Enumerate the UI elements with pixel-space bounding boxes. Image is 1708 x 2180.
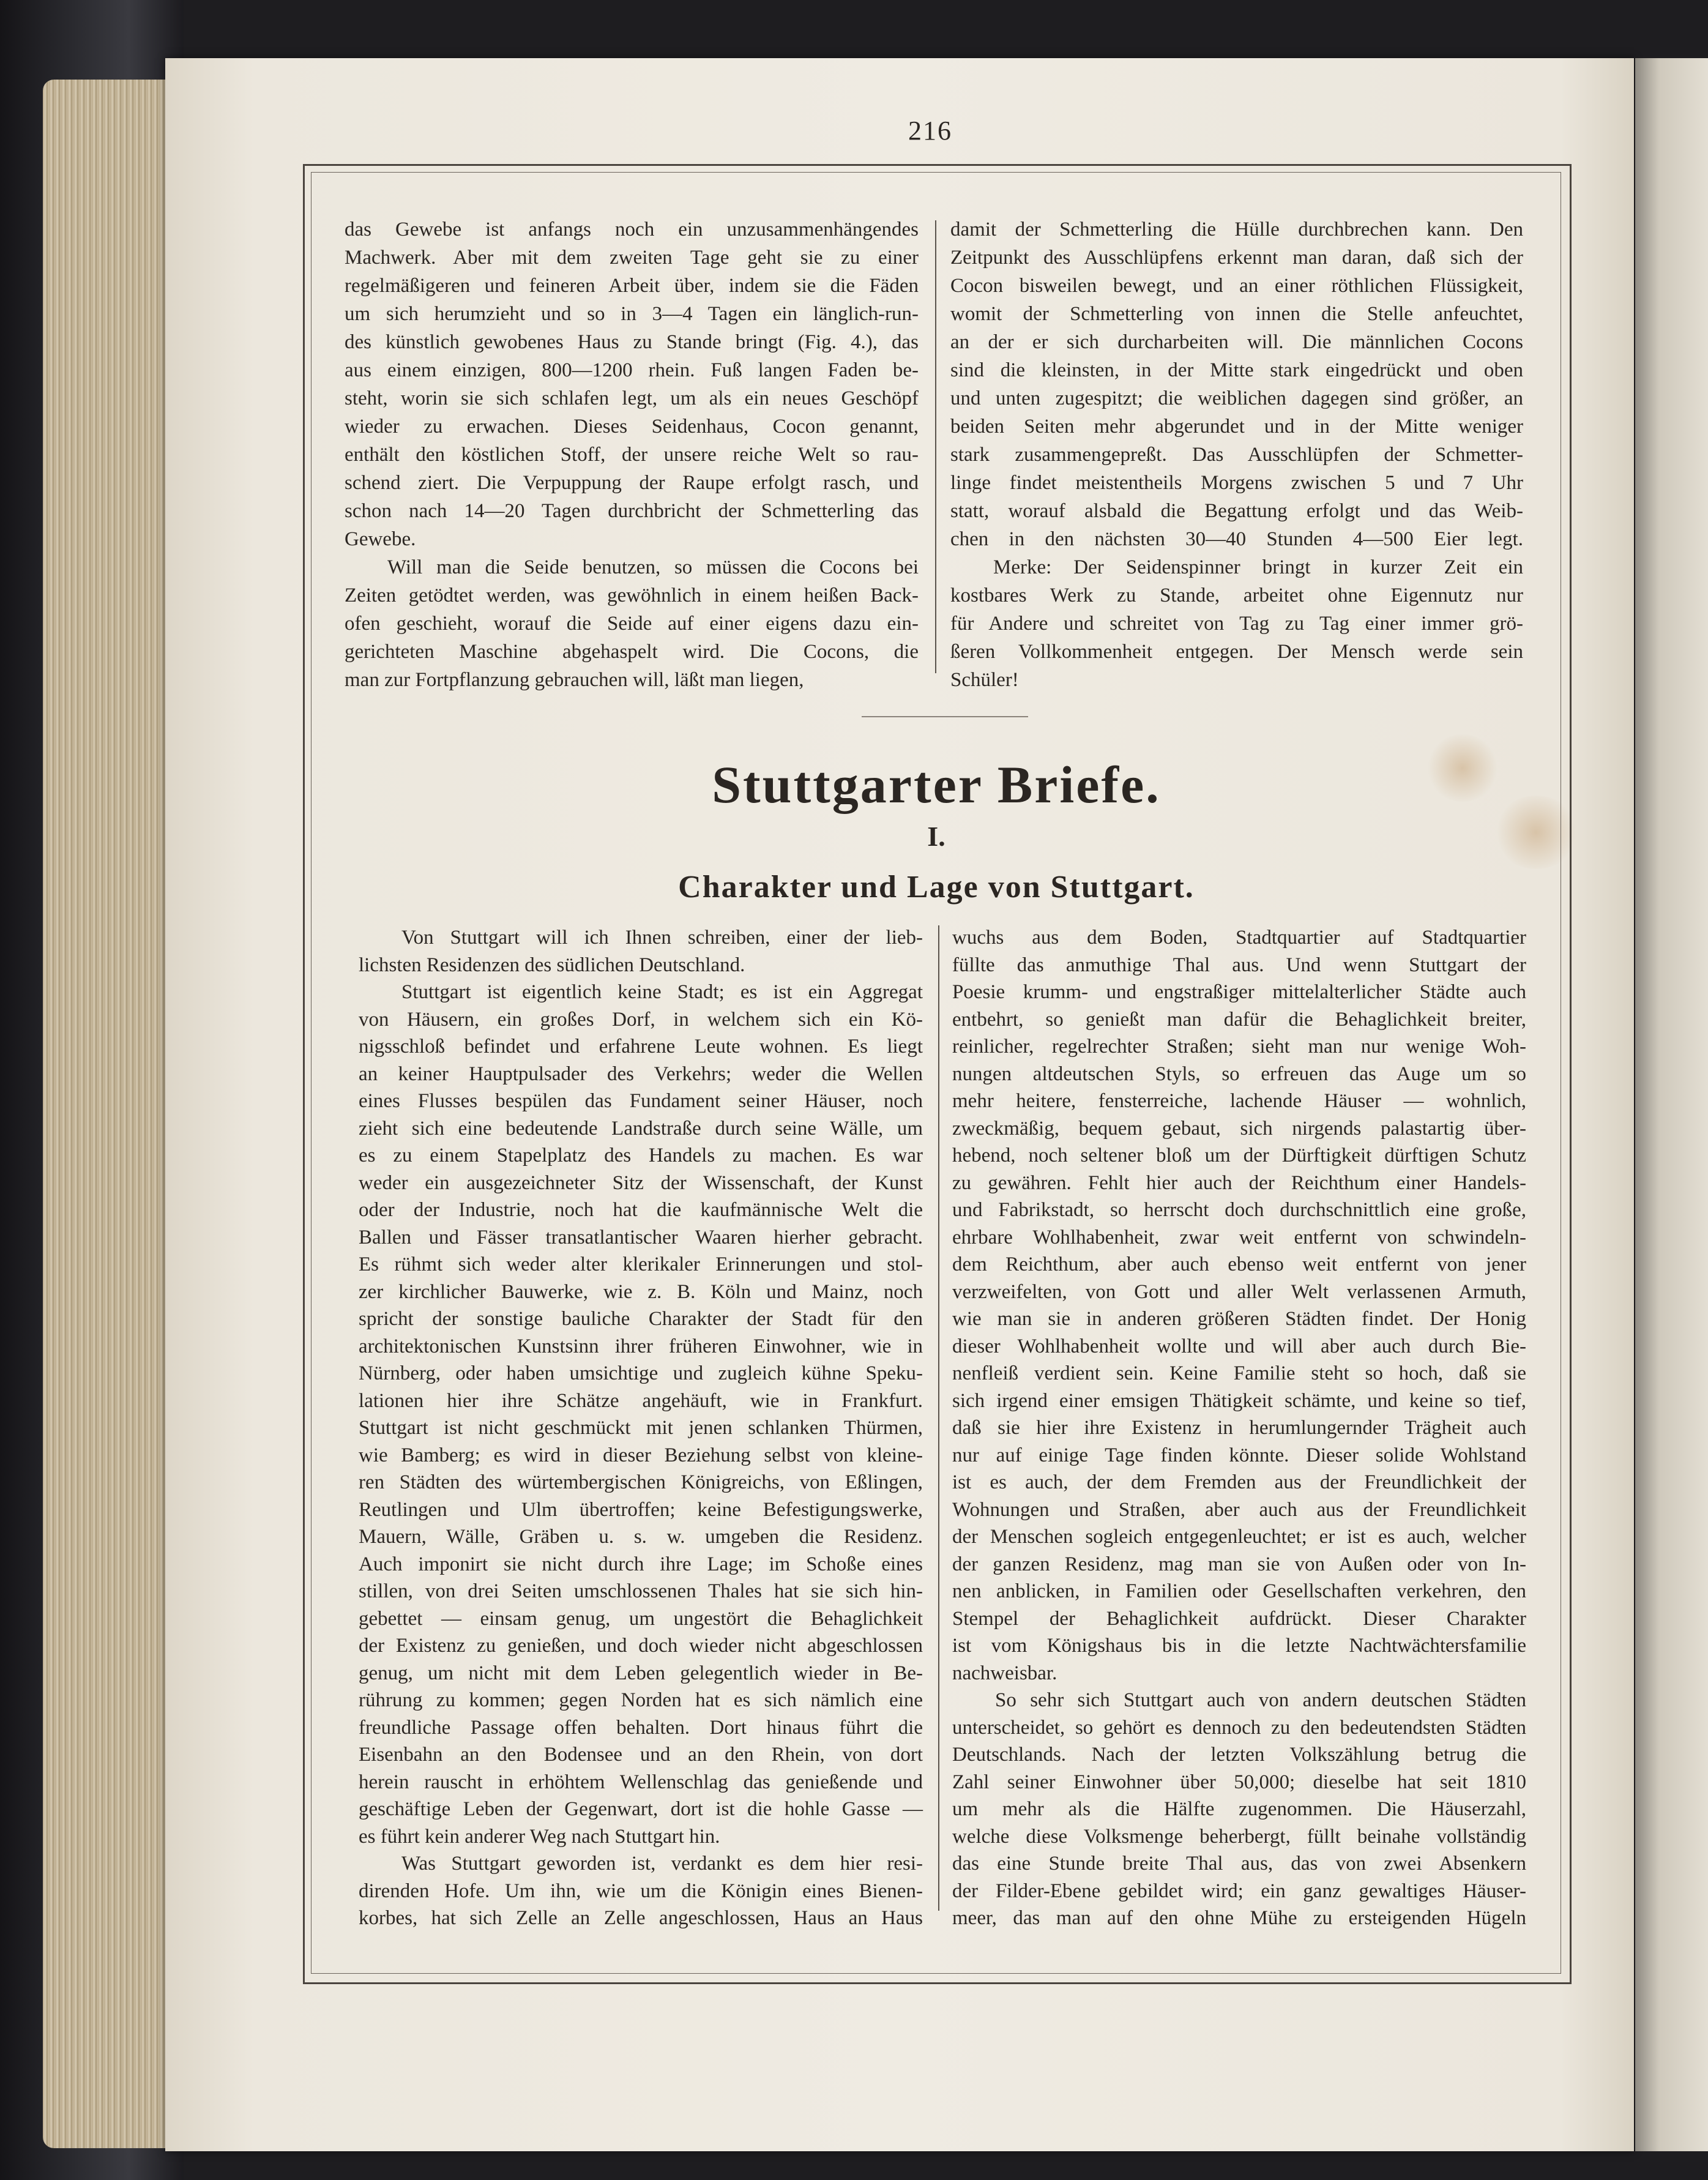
text-line: nenfleiß verdient sein. Keine Familie steht so hoch, daß sie bbox=[952, 1362, 1526, 1384]
text-line: welche diese Volksmenge beherbergt, füllt beinahe vollständig bbox=[952, 1825, 1526, 1848]
text-line: hebend, noch seltener bloß um der Dürftigkeit dürftigen Schutz bbox=[952, 1144, 1526, 1167]
text-line: schon nach 14—20 Tagen durchbricht der Schmetterling das bbox=[345, 500, 919, 522]
text-line: rührung zu kommen; gegen Norden hat es sich nämlich eine bbox=[359, 1689, 923, 1711]
text-line: wie man sie in anderen größeren Städten findet. Der Honig bbox=[952, 1308, 1526, 1330]
text-line: damit der Schmetterling die Hülle durchbrechen kann. Den bbox=[950, 218, 1523, 241]
text-line: linge findet meistentheils Morgens zwischen 5 und 7 Uhr bbox=[950, 472, 1523, 494]
text-line: herein rauscht in erhöhtem Wellenschlag das genießende und bbox=[359, 1771, 923, 1793]
text-line: aus einem einzigen, 800—1200 rhein. Fuß langen Faden be- bbox=[345, 359, 919, 381]
text-line: wie Bamberg; es wird in dieser Beziehung selbst von kleine- bbox=[359, 1444, 923, 1466]
text-line: So sehr sich Stuttgart auch von andern deutschen Städten bbox=[995, 1689, 1526, 1711]
top-left-column bbox=[345, 215, 919, 694]
text-line: Ballen und Fässer transatlantischer Waaren hierher gebracht. bbox=[359, 1226, 923, 1249]
text-line: Auch imponirt sie nicht durch ihre Lage; im Schoße eines bbox=[359, 1553, 923, 1575]
text-line: das Gewebe ist anfangs noch ein unzusammenhängendes bbox=[345, 218, 919, 241]
paragraph bbox=[952, 924, 1526, 1687]
page-edges bbox=[43, 80, 184, 2148]
paragraph bbox=[359, 979, 923, 1850]
text-line: zweckmäßig, bequem gebaut, sich nirgends palastartig über- bbox=[952, 1117, 1526, 1140]
text-line: Es rühmt sich weder alter klerikaler Erinnerungen und stol- bbox=[359, 1253, 923, 1275]
text-line: schend ziert. Die Verpuppung der Raupe erfolgt rasch, und bbox=[345, 472, 919, 494]
top-right-column bbox=[950, 215, 1523, 694]
text-line: um mehr als die Hälfte zugenommen. Die Häuserzahl, bbox=[952, 1798, 1526, 1820]
text-line: zu gewähren. Fehlt hier auch der Reichthum einer Handels- bbox=[952, 1171, 1526, 1194]
text-line: verzweifelten, von Gott und aller Welt verlassenen Armuth, bbox=[952, 1280, 1526, 1303]
text-line: unterscheidet, so gehört es dennoch zu den bedeutendsten Städten bbox=[952, 1716, 1526, 1739]
text-line: und Fabrikstadt, so herrscht doch durchschnittlich eine große, bbox=[952, 1199, 1526, 1221]
text-line: enthält den köstlichen Stoff, der unsere reiche Welt so rau- bbox=[345, 444, 919, 466]
text-line: Nürnberg, oder haben umsichtige und zugleich kühne Speku- bbox=[359, 1362, 923, 1384]
article-right-column bbox=[952, 924, 1526, 1932]
text-line: nen anblicken, in Familien oder Gesellschaften verkehren, den bbox=[952, 1580, 1526, 1602]
text-line: zer kirchlicher Bauwerke, wie z. B. Köln und Mainz, noch bbox=[359, 1280, 923, 1303]
text-line: es zu einem Stapelplatz des Handels zu machen. Es war bbox=[359, 1144, 923, 1167]
text-line: Deutschlands. Nach der letzten Volkszählung betrug die bbox=[952, 1744, 1526, 1766]
text-line: um sich herumzieht und so in 3—4 Tagen ein länglich-run- bbox=[345, 303, 919, 325]
text-line: ist es auch, der dem Fremden aus der Freundlichkeit der bbox=[952, 1471, 1526, 1493]
text-line: man zur Fortpflanzung gebrauchen will, läßt man liegen, bbox=[345, 669, 804, 691]
text-line: lichsten Residenzen des südlichen Deutschland. bbox=[359, 954, 745, 976]
text-line: genug, um nicht mit dem Leben gelegentlich wieder in Be- bbox=[359, 1662, 923, 1684]
text-line: eines Flusses bespülen das Fundament seiner Häuser, noch bbox=[359, 1090, 923, 1112]
paragraph bbox=[359, 1850, 923, 1932]
column-divider bbox=[935, 220, 936, 673]
text-line: nungen altdeutschen Styls, so erfreuen das Auge um so bbox=[952, 1062, 1526, 1085]
text-line: chen in den nächsten 30—40 Stunden 4—500 Eier legt. bbox=[950, 528, 1523, 550]
text-line: direnden Hofe. Um ihn, wie um die Königin eines Bienen- bbox=[359, 1880, 923, 1902]
text-line: sind die kleinsten, in der Mitte stark eingedrückt und oben bbox=[950, 359, 1523, 381]
text-line: nachweisbar. bbox=[952, 1662, 1057, 1684]
text-line: ehrbare Wohlhabenheit, zwar weit entfernt von schwindeln- bbox=[952, 1226, 1526, 1249]
text-line: an der er sich durcharbeiten will. Die männlichen Cocons bbox=[950, 331, 1523, 353]
paragraph bbox=[950, 215, 1523, 553]
text-line: Cocon bisweilen bewegt, und an einer röthlichen Flüssigkeit, bbox=[950, 275, 1523, 297]
text-line: daß sie hier ihre Existenz in herumlungernder Trägheit auch bbox=[952, 1417, 1526, 1439]
text-line: von Häusern, ein großes Dorf, in welchem sich ein Kö- bbox=[359, 1008, 923, 1031]
text-line: kostbares Werk zu Stande, arbeitet ohne Eigennutz nur bbox=[950, 584, 1523, 607]
column-divider bbox=[938, 925, 939, 1911]
text-line: Gewebe. bbox=[345, 528, 416, 550]
text-line: Reutlingen und Ulm übertroffen; keine Befestigungswerke, bbox=[359, 1498, 923, 1521]
text-line: gerichteten Maschine abgehaspelt wird. Die Cocons, die bbox=[345, 641, 919, 663]
paragraph bbox=[345, 215, 919, 553]
text-line: oder der Industrie, noch hat die kaufmännische Welt die bbox=[359, 1199, 923, 1221]
text-line: korbes, hat sich Zelle an Zelle angeschlossen, Haus an Haus bbox=[359, 1907, 923, 1929]
article-title: Stuttgarter Briefe. bbox=[712, 755, 1161, 814]
text-line: Stuttgart ist eigentlich keine Stadt; es ist ein Aggregat bbox=[401, 981, 923, 1003]
text-line: freundliche Passage offen behalten. Dort hinaus führt die bbox=[359, 1716, 923, 1739]
article-part-numeral: I. bbox=[927, 821, 945, 852]
text-line: statt, worauf alsbald die Begattung erfolgt und das Weib- bbox=[950, 500, 1523, 522]
paragraph bbox=[359, 924, 923, 979]
text-line: nigsschloß befindet und erfahrene Leute wohnen. Es liegt bbox=[359, 1036, 923, 1058]
text-line: sich irgend einer emsigen Thätigkeit schämte, und keine so tief, bbox=[952, 1389, 1526, 1412]
text-line: wieder zu erwachen. Dieses Seidenhaus, Cocon genannt, bbox=[345, 416, 919, 438]
article-left-column bbox=[359, 924, 923, 1932]
text-line: architektonischen Kunstsinn ihrer früheren Einwohner, wie in bbox=[359, 1335, 923, 1357]
text-line: beiden Seiten mehr abgerundet und in der Mitte weniger bbox=[950, 416, 1523, 438]
text-line: der ganzen Residenz, mag man sie von Außen oder von In- bbox=[952, 1553, 1526, 1575]
text-line: der Existenz zu genießen, und doch wieder nicht abgeschlossen bbox=[359, 1635, 923, 1657]
text-line: Mauern, Wälle, Gräben u. s. w. umgeben die Residenz. bbox=[359, 1526, 923, 1548]
page-number: 216 bbox=[908, 116, 952, 146]
text-line: Zahl seiner Einwohner über 50,000; dieselbe hat seit 1810 bbox=[952, 1771, 1526, 1793]
article-subtitle: Charakter und Lage von Stuttgart. bbox=[678, 870, 1195, 905]
text-line: meer, das man auf den ohne Mühe zu ersteigenden Hügeln bbox=[952, 1907, 1526, 1929]
text-line: weder ein ausgezeichneter Sitz der Wissenschaft, der Kunst bbox=[359, 1171, 923, 1194]
text-line: der Filder-Ebene gebildet wird; ein ganz gewaltiges Häuser- bbox=[952, 1880, 1526, 1902]
text-line: Von Stuttgart will ich Ihnen schreiben, einer der lieb- bbox=[401, 927, 923, 949]
text-line: der Menschen sogleich entgegenleuchtet; er ist es auch, welcher bbox=[952, 1526, 1526, 1548]
text-line: ofen geschieht, worauf die Seide auf einer eigens dazu ein- bbox=[345, 613, 919, 635]
text-line: womit der Schmetterling von innen die Stelle anfeuchtet, bbox=[950, 303, 1523, 325]
section-separator bbox=[862, 716, 1028, 717]
text-line: Machwerk. Aber mit dem zweiten Tage geht sie zu einer bbox=[345, 247, 919, 269]
text-line: Zeitpunkt des Ausschlüpfens erkennt man daran, daß sich der bbox=[950, 247, 1523, 269]
text-line: dieser Wohlhabenheit wollte und will aber auch durch Bie- bbox=[952, 1335, 1526, 1357]
next-page-edge bbox=[1635, 58, 1708, 2151]
paragraph bbox=[950, 553, 1523, 694]
paragraph bbox=[952, 1687, 1526, 1932]
text-line: Merke: Der Seidenspinner bringt in kurzer Zeit ein bbox=[993, 556, 1523, 578]
text-line: Zeiten getödtet werden, was gewöhnlich in einem heißen Back- bbox=[345, 584, 919, 607]
text-line: steht, worin sie sich schlafen legt, um als ein neues Geschöpf bbox=[345, 387, 919, 409]
text-line: mehr heitere, fensterreiche, lachende Häuser — wohnlich, bbox=[952, 1090, 1526, 1112]
text-line: ren Städten des würtembergischen Königreichs, von Eßlingen, bbox=[359, 1471, 923, 1493]
text-line: spricht der sonstige bauliche Charakter der Stadt für den bbox=[359, 1308, 923, 1330]
text-line: reinlicher, regelrechter Straßen; sieht man nur wenige Woh- bbox=[952, 1036, 1526, 1058]
text-line: dem Reichthum, aber auch ebenso weit entfernt von jener bbox=[952, 1253, 1526, 1275]
text-line: Eisenbahn an den Bodensee und an den Rhein, von dort bbox=[359, 1744, 923, 1766]
text-line: Schüler! bbox=[950, 669, 1019, 691]
text-line: ist vom Königshaus bis in die letzte Nachtwächtersfamilie bbox=[952, 1635, 1526, 1657]
text-line: wuchs aus dem Boden, Stadtquartier auf Stadtquartier bbox=[952, 927, 1526, 949]
text-line: Poesie krumm- und engstraßiger mittelalterlicher Städte auch bbox=[952, 981, 1526, 1003]
text-line: gebettet — einsam genug, um ungestört die Behaglichkeit bbox=[359, 1607, 923, 1630]
text-line: geschäftige Leben der Gegenwart, dort ist die hohle Gasse — bbox=[359, 1798, 923, 1820]
text-line: zieht sich eine bedeutende Landstraße durch seine Wälle, um bbox=[359, 1117, 923, 1140]
text-line: des künstlich gewobenes Haus zu Stande bringt (Fig. 4.), das bbox=[345, 331, 919, 353]
text-line: lationen hier ihre Schätze angehäuft, wie in Frankfurt. bbox=[359, 1389, 923, 1412]
text-line: an keiner Hauptpulsader des Verkehrs; weder die Wellen bbox=[359, 1062, 923, 1085]
text-line: Was Stuttgart geworden ist, verdankt es dem hier resi- bbox=[401, 1853, 923, 1875]
paragraph bbox=[345, 553, 919, 694]
text-line: stark zusammengepreßt. Das Ausschlüpfen der Schmetter- bbox=[950, 444, 1523, 466]
text-line: für Andere und schreitet von Tag zu Tag einer immer grö- bbox=[950, 613, 1523, 635]
text-line: ßeren Vollkommenheit entgegen. Der Mensch werde sein bbox=[950, 641, 1523, 663]
text-line: nur auf einige Tage finden könnte. Dieser solide Wohlstand bbox=[952, 1444, 1526, 1466]
text-line: Stuttgart ist nicht geschmückt mit jenen schlanken Thürmen, bbox=[359, 1417, 923, 1439]
text-line: entbehrt, so genießt man dafür die Behaglichkeit breiter, bbox=[952, 1008, 1526, 1031]
text-line: füllte das anmuthige Thal aus. Und wenn Stuttgart der bbox=[952, 954, 1526, 976]
text-line: das eine Stunde breite Thal aus, das von zwei Absenkern bbox=[952, 1853, 1526, 1875]
text-line: stillen, von drei Seiten umschlossenen Thales hat sie sich hin- bbox=[359, 1580, 923, 1602]
text-line: Wohnungen und Straßen, aber auch aus der Freundlichkeit bbox=[952, 1498, 1526, 1521]
text-line: es führt kein anderer Weg nach Stuttgart hin. bbox=[359, 1825, 720, 1848]
text-line: und unten zugespitzt; die weiblichen dagegen sind größer, an bbox=[950, 387, 1523, 409]
text-line: Will man die Seide benutzen, so müssen die Cocons bei bbox=[387, 556, 919, 578]
text-line: regelmäßigeren und feineren Arbeit über, indem sie die Fäden bbox=[345, 275, 919, 297]
text-line: Stempel der Behaglichkeit aufdrückt. Dieser Charakter bbox=[952, 1607, 1526, 1630]
